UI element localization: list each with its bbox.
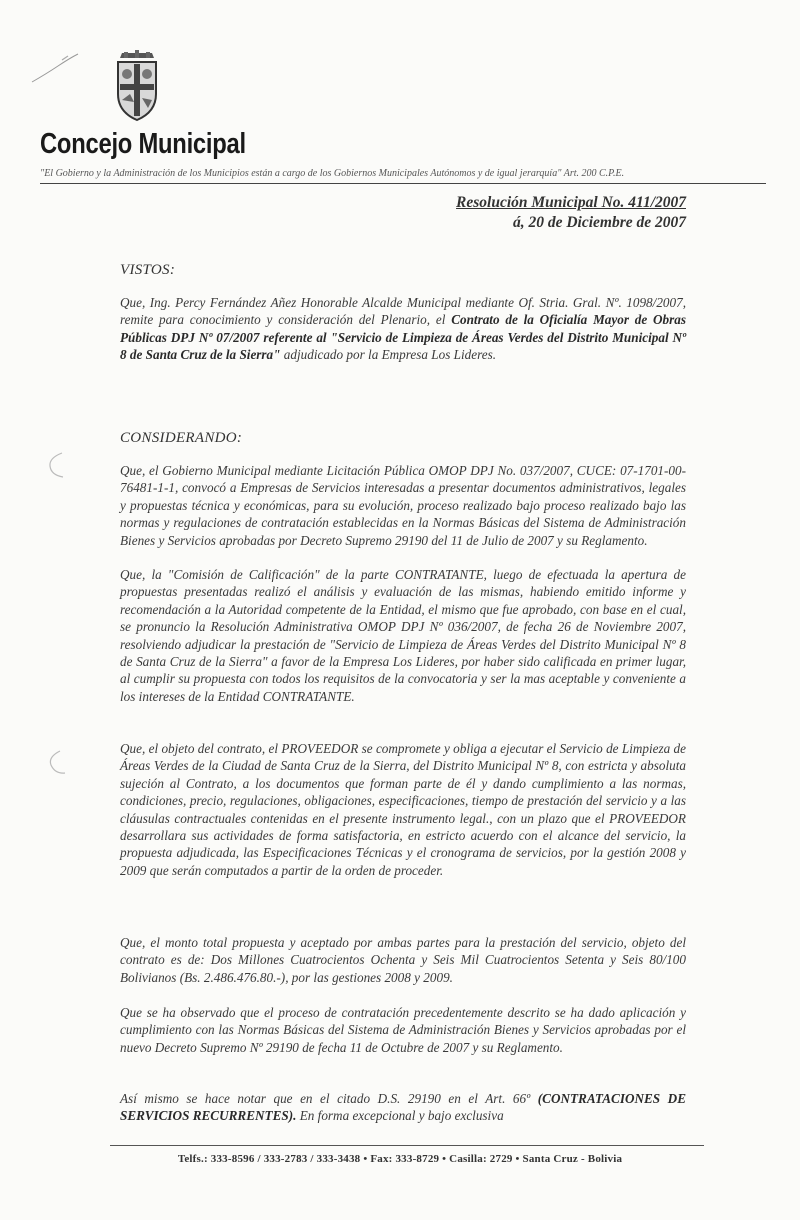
organization-name: Concejo Municipal (40, 128, 246, 160)
considerando-paragraph-3: Que, el objeto del contrato, el PROVEEDOR se compromete y obliga a ejecutar el Servicio de Limpieza de Áreas Verdes de la Ciudad de Santa Cruz de la Sierra, del Distrito Municipal Nº 8, con estricta y absoluta sujeción al Contrato, a los documentos que forman parte de él y dando cumplimiento a las normas, condiciones, precio, regulaciones, obligaciones, especificaciones, tiempo de prestación del servicio y a las cláusulas contractuales contenidas en el presente instrumento legal., con un plazo que el PROVEEDOR desarrollara sus actividades de forma satisfactoria, en estricto acuerdo con el alcance del servicio, la propuesta adjudicada, las Especificaciones Técnicas y el cronograma de servicios, por la gestión 2008 y 2009 que serán computados a partir de la orden de proceder. (120, 741, 686, 878)
pen-mark-icon (22, 48, 82, 88)
vistos-text-start: Que, Ing. Percy Fernández Añez Honorable Alcalde Municipal mediante Of. Stria. Gral. Nº. 1098/2007, remite para conocimiento y consideración del Plenario, el (120, 295, 686, 328)
considerando-paragraph-1: Que, el Gobierno Municipal mediante Licitación Pública OMOP DPJ No. 037/2007, CUCE: 07-1701-00-76481-1-1, convocó a Empresas de Servicios interesadas a presentar documentos administrativos, legales y propuestas técnica y económicas, para su evolución, proceso realizado bajo proceso realizado bajo las normas y regulaciones de contratación establecidas en la Normas Básicas del Sistema de Administración Bienes y Servicios aprobadas por Decreto Supremo 29190 del 11 de Julio de 2007 y su Reglamento. (120, 463, 686, 548)
considerando-paragraph-5: Que se ha observado que el proceso de contratación precedentemente descrito se ha dado aplicación y cumplimiento con las Normas Básicas del Sistema de Administración Bienes y Servicios aprobadas por el nuevo Decreto Supremo Nº 29190 de fecha 11 de Octubre de 2007 y su Reglamento. (120, 1005, 686, 1055)
punch-hole-icon (46, 748, 68, 778)
municipal-coat-of-arms-icon (112, 50, 162, 122)
considerando-6-text-end: En forma excepcional y bajo exclusiva (296, 1108, 504, 1124)
article-title: (CONTRATACIONES DE SERVICIOS RECURRENTES). (120, 1091, 686, 1124)
resolution-date: á, 20 de Diciembre de 2007 (512, 214, 686, 231)
vistos-paragraph (120, 294, 686, 364)
considerando-paragraph-2: Que, la "Comisión de Calificación" de la parte CONTRATANTE, luego de efectuada la apertura de propuestas presentadas realizó el análisis y evaluación de las mismas, habiendo emitido informe y recomendación a la Autoridad competente de la Entidad, el mismo que fue aprobado, con base en el cual, se pronuncio la Resolución Administrativa OMOP DPJ Nº 036/2007, de fecha 26 de Noviembre 2007, resolviendo adjudicar la prestación de "Servicio de Limpieza de Áreas Verdes del Distrito Municipal Nº 8 de Santa Cruz de la Sierra" a favor de la Empresa Los Lideres, por haber sido calificada en primer lugar, al cumplir su propuesta con todos los requisitos de la convocatoria y ser la mas aceptable y conveniente a los intereses de la Entidad CONTRATANTE. (120, 567, 686, 704)
footer-divider (110, 1145, 704, 1146)
considerando-paragraph-4: Que, el monto total propuesta y aceptado por ambas partes para la prestación del servicio, objeto del contrato es de: Dos Millones Cuatrocientos Ochenta y Seis Mil Cuatrocientos Setenta y Seis 80/100 Bolivianos (Bs. 2.486.476.80.-), por las gestiones 2008 y 2009. (120, 935, 686, 985)
resolution-number: Resolución Municipal No. 411/2007 (456, 194, 686, 211)
considerando-6-text-start: Así mismo se hace notar que en el citado D.S. 29190 en el Art. 66º (120, 1091, 538, 1106)
vistos-text-end: adjudicado por la Empresa Los Lideres. (280, 347, 497, 363)
contract-title: Contrato de la Oficialía Mayor de Obras Públicas DPJ Nº 07/2007 referente al "Servicio de Limpieza de Áreas Verdes del Distrito Municipal Nº 8 de Santa Cruz de la Sierra" (120, 312, 686, 363)
vistos-heading: VISTOS: (120, 262, 176, 278)
considerando-paragraph-6 (120, 1090, 686, 1125)
considerando-heading: CONSIDERANDO: (120, 430, 243, 446)
punch-hole-icon (46, 450, 68, 480)
header-divider (40, 183, 766, 184)
footer-contact: Telfs.: 333-8596 / 333-2783 / 333-3438 • Fax: 333-8729 • Casilla: 2729 • Santa Cruz - Bolivia (177, 1153, 623, 1165)
constitutional-motto: "El Gobierno y la Administración de los Municipios están a cargo de los Gobiernos Municipales Autónomos y de igual jerarquía" Art. 200 C.P.E. (40, 168, 625, 179)
